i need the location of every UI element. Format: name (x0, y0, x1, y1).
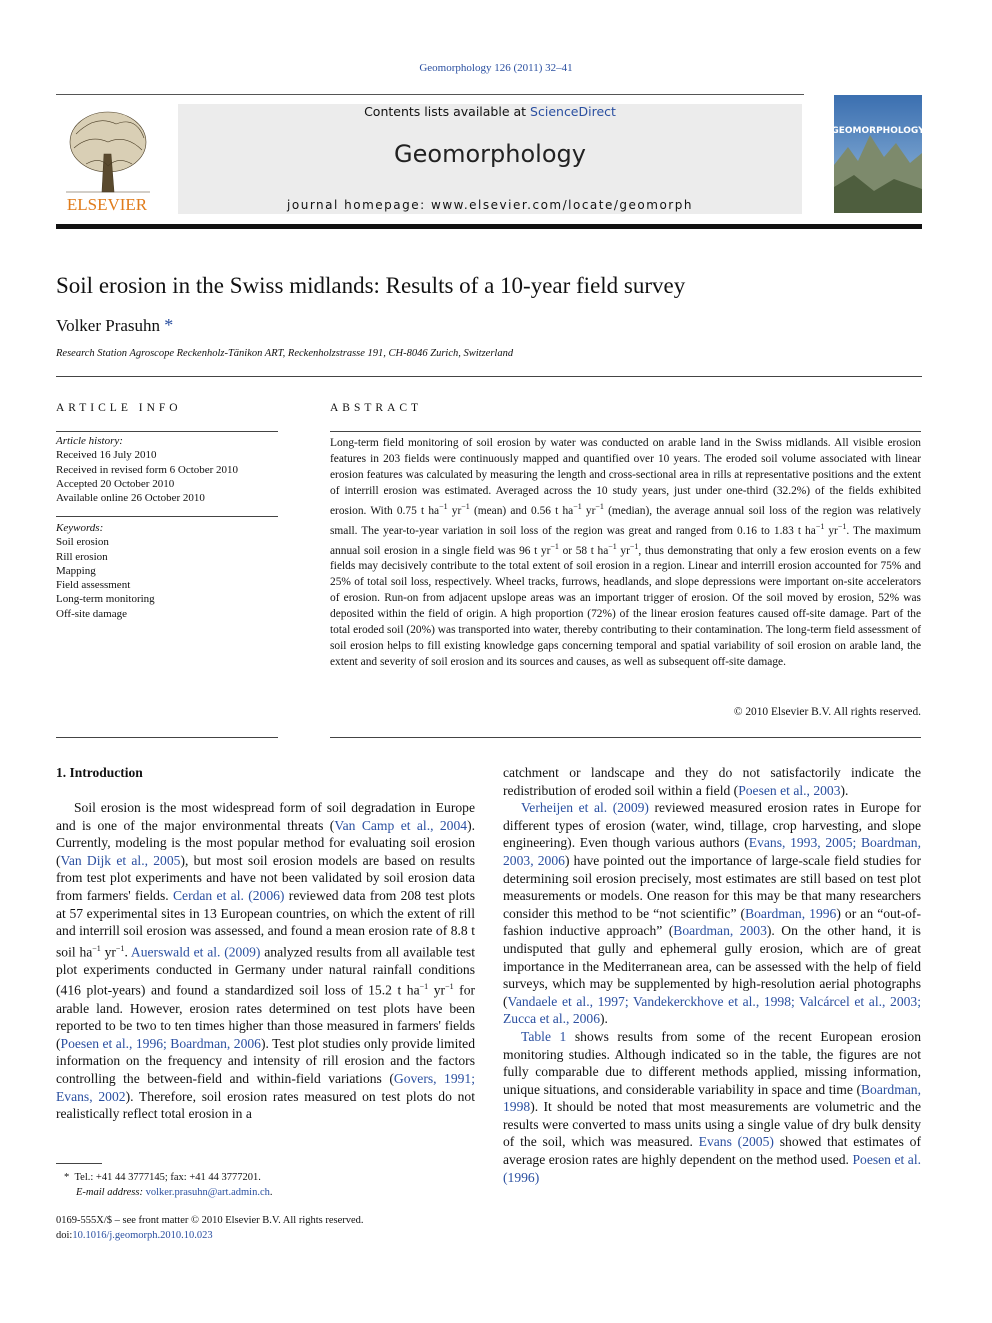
keywords-block (56, 521, 278, 621)
article-title: Soil erosion in the Swiss midlands: Results of a 10-year field survey (56, 273, 686, 298)
corresponding-author-mark[interactable]: * (164, 315, 174, 335)
sciencedirect-link[interactable]: ScienceDirect (530, 104, 616, 119)
section-rule (56, 376, 922, 377)
author-line (56, 315, 173, 336)
paragraph: catchment or landscape and they do not satisfactorily indicate the redistribution of eroded soil within a field (Poesen et al., 2003). (503, 765, 921, 798)
history-item: Received in revised form 6 October 2010 (56, 463, 239, 476)
keyword: Long-term monitoring (56, 593, 155, 606)
paragraph: Verheijen et al. (2009) reviewed measured erosion rates in Europe for different types of erosion (water, wind, tillage, crop harvesting, and slope engineering). Even though various authors (Evans, 1993, 2005; Boardman, 2003, 2006) have pointed out the importance of large-scale field studies for determining soil erosion precisely, most estimates are still based on test plot measurements or models. One reason for this may be that many researchers consider this method to be “not scientific” (Boardman, 1996) or an “out-of-fashion inductive approach” (Boardman, 2003). On the other hand, it is undisputed that gully and ephemeral gully erosion, which are of great importance in the Mediterranean area, can be assessed with the help of field surveys, which may be supplemented by high-resolution aerial photographs (Vandaele et al., 1997; Vandekerckhove et al., 1998; Valcárcel et al., 2003; Zucca et al., 2006). (503, 800, 922, 1027)
citation-link[interactable]: Cerdan et al. (2006) (172, 887, 285, 903)
section-heading-introduction: 1. Introduction (56, 765, 143, 780)
elsevier-wordmark: ELSEVIER (66, 195, 148, 214)
keyword: Off-site damage (56, 607, 127, 620)
contents-line (178, 104, 802, 119)
journal-cover-image (834, 95, 922, 213)
footnote-contact: * Tel.: +41 44 3777145; fax: +41 44 3777201. E-mail address: volker.prasuhn@art.admin.ch. (64, 1172, 273, 1198)
header-rule (56, 94, 804, 95)
elsevier-logo (56, 104, 158, 216)
paragraph: Table 1 shows results from some of the recent European erosion monitoring studies. Although indicated so in the table, the figures are not fully comparable due to different methods applied, missing information, unique situations, and considerable variability in space and time (Boardman, 1998). It should be noted that most measurements are volumetric and the results were converted to mass units using a single value of dry bulk density of the soil, which was measured. Evans (2005) showed that estimates of average erosion rates are highly dependent on the method used. Poesen et al. (1996) (503, 1028, 922, 1185)
author-name: Volker Prasuhn (56, 316, 161, 335)
keyword: Mapping (56, 564, 96, 577)
abstract-bottom-rule (330, 737, 921, 738)
header-thick-rule (56, 224, 922, 229)
keywords-rule (56, 516, 278, 517)
citation-link[interactable]: Auerswald et al. (2009) (130, 944, 261, 960)
paragraph: Soil erosion is the most widespread form of soil degradation in Europe and is one of the major environmental threats (Van Camp et al., 2004). Currently, modeling is the most popular method for evaluating soil erosion (Van Dijk et al., 2005), but most soil erosion models are based on results from test plot experiments and have not been validated by soil erosion data from farmers' fields. Cerdan et al. (2006) reviewed data from 208 test plots at 57 experimental sites in 13 European countries, on which the extent of rill and interrill soil erosion was assessed, and found a mean erosion rate of 8.8 t soil $ha^{-1}$ $yr^{-1}$. Auerswald et al. (2009) analyzed results from all available test plot experiments conducted in Germany under natural rainfall conditions (416 plot-years) and found a standardized soil loss of 15.2 t $ha^{-1}$ $yr^{-1}$ for arable land. However, erosion rates determined on test plots have been reported to be two to ten times higher than those measured in farmers' fields (Poesen et al., 1996; Boardman, 2006). Test plot studies only provide limited information on the frequency and intensity of rill erosion and the factors controlling the between-field and within-field variations (Govers, 1991; Evans, 2002). Therefore, soil erosion rates measured on test plots do not realistically reflect total erosion in a (56, 800, 476, 1122)
footnote-tel: Tel.: +41 44 3777145; fax: +41 44 3777201. (74, 1172, 261, 1183)
journal-name: Geomorphology (394, 140, 586, 168)
keyword: Soil erosion (56, 536, 109, 549)
article-history (56, 434, 278, 505)
abstract-text: Long-term field monitoring of soil erosion by water was conducted on arable land in the Swiss midlands. All visible erosion features in 203 fields were continuously mapped and quantified over 10 years. The eroded soil volume associated with linear erosion features was calculated by measuring the length and cross-sectional area in rills at representative positions and the extent of interrill erosion was estimated. Averaged across the 10 study years, just under one-third (32.2%) of the fields exhibited erosion. With 0.75 t $ha^{-1}$ $yr^{-1}$ (mean) and 0.56 t $ha^{-1}$ $yr^{-1}$ (median), the average annual soil loss of the region was relatively small. The year-to-year variation in soil loss of the region was great and ranged from 0.16 to 1.83 t $ha^{-1}$ $yr^{-1}$. The maximum annual soil erosion in a single field was 96 t $yr^{-1}$ or 58 t $ha^{-1}$ $yr^{-1}$, thus demonstrating that only a few erosion events on a few fields may decisively contribute to the total extent of soil erosion in a region. Linear and interrill erosion accounted for 75% and 25% of total soil loss, respectively. Wheel tracks, furrows, headlands, and slope depressions were important on-site accelerators of erosion. Run-on from adjacent upslope areas was an important trigger of erosion. Of the soil moved by erosion, 52% was deposited within the field of origin. A high proportion (72%) of the linear erosion features caused off-site damage. Part of the total eroded soil (20%) was transported into water, thereby contributing to their contamination. The long-term field assessment of soil erosion helps to fill existing knowledge gaps concerning temporal and spatial variability of soil erosion on arable land, the extent and severity of soil erosion and its sources and causes, as well as subsequent off-site damage. (330, 437, 921, 669)
citation-link[interactable]: Vandaele et al., 1997; Vandekerckhove et al., 1998; Valcárcel et al., 2003; Zucca et al., 2006 (503, 993, 921, 1027)
doi-link[interactable]: 10.1016/j.geomorph.2010.10.023 (72, 1230, 213, 1241)
abstract-heading: ABSTRACT (330, 402, 423, 414)
history-item: Received 16 July 2010 (56, 449, 157, 462)
affiliation: Research Station Agroscope Reckenholz-Tänikon ART, Reckenholzstrasse 191, CH-8046 Zurich, Switzerland (56, 348, 514, 359)
citation-link[interactable]: Van Camp et al., 2004 (334, 817, 468, 833)
intro-right-column (503, 764, 921, 1186)
article-info-rule (56, 431, 278, 432)
cover-title: GEOMORPHOLOGY (834, 126, 922, 136)
abstract-rule (330, 431, 921, 432)
citation-link[interactable]: Poesen et al., 1996; Boardman, 2006 (60, 1035, 261, 1051)
history-label: Article history: (56, 435, 123, 447)
citation-link[interactable]: Boardman, 1996 (745, 905, 837, 921)
citation-link[interactable]: Van Dijk et al., 2005 (60, 852, 181, 868)
history-item: Available online 26 October 2010 (56, 492, 205, 505)
footnote-mark: * (64, 1172, 75, 1183)
journal-homepage[interactable]: journal homepage: www.elsevier.com/locate/geomorph (287, 198, 693, 212)
article-info-bottom-rule (56, 737, 278, 738)
table-link[interactable]: Table 1 (521, 1028, 567, 1044)
keyword: Rill erosion (56, 550, 108, 563)
article-info-heading: ARTICLE INFO (56, 402, 182, 414)
history-item: Accepted 20 October 2010 (56, 477, 175, 490)
footnote-issn-block (56, 1213, 496, 1243)
copyright-line: © 2010 Elsevier B.V. All rights reserved. (733, 706, 921, 718)
doi-label: doi: (56, 1230, 73, 1241)
footnote-rule (56, 1163, 102, 1164)
citation-link[interactable]: Boardman, 1998 (503, 1081, 921, 1115)
citation-link[interactable]: Evans, 1993, 2005; Boardman, 2003, 2006 (503, 835, 922, 868)
citation-link[interactable]: Evans (2005) (698, 1134, 774, 1150)
email-label: E-mail address: (76, 1187, 146, 1198)
citation-link[interactable]: Verheijen et al. (2009) (521, 800, 649, 816)
citation-link[interactable]: Govers, 1991; Evans, 2002 (56, 1070, 475, 1104)
citation-link[interactable]: Poesen et al. (1996) (503, 1152, 922, 1185)
keyword: Field assessment (56, 579, 131, 592)
contents-prefix: Contents lists available at (364, 104, 531, 119)
issn-line: 0169-555X/$ – see front matter © 2010 Elsevier B.V. All rights reserved. (56, 1215, 364, 1226)
intro-left-column (56, 799, 475, 1123)
journal-reference[interactable]: Geomorphology 126 (2011) 32–41 (419, 62, 573, 74)
keywords-label: Keywords: (56, 522, 104, 534)
citation-link[interactable]: Boardman, 2003 (673, 923, 767, 939)
author-email-link[interactable]: volker.prasuhn@art.admin.ch (145, 1187, 270, 1198)
citation-link[interactable]: Poesen et al., 2003 (738, 782, 841, 798)
